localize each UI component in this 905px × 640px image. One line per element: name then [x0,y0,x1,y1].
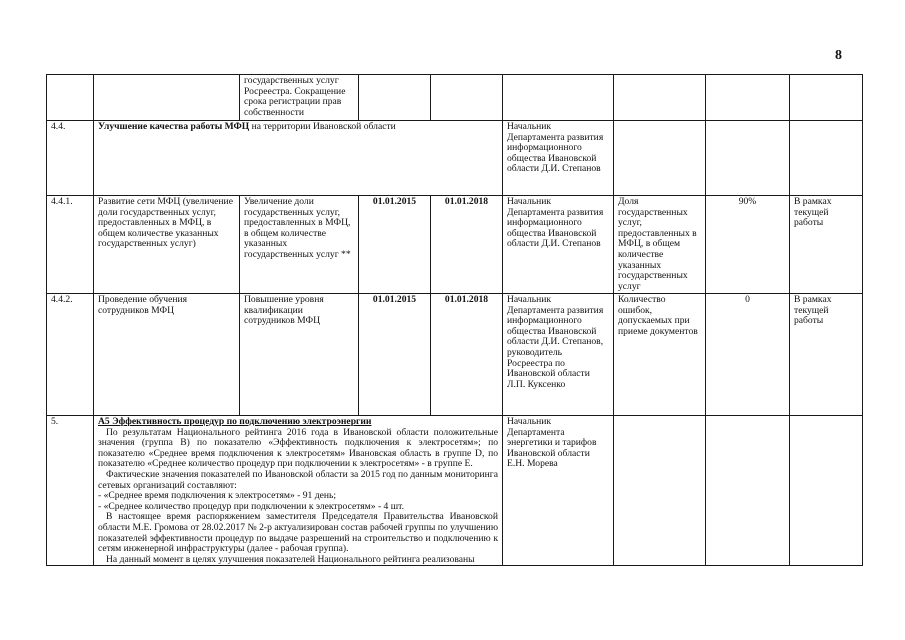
cell-start [359,75,431,121]
cell-indicator [614,121,706,196]
table-row-4-4-1 [47,196,863,294]
cell-indicator [614,416,706,566]
cell-funding: В рамках текущей работы [790,294,863,416]
cell-action: Проведение обучения сотрудников МФЦ [94,294,240,416]
cell-funding [790,121,863,196]
table-row-5 [47,416,863,566]
list-item: - «Среднее время подключения к электросетям» - 91 день; [98,490,337,502]
cell-result: Увеличение доли государственных услуг, предоставленных в МФЦ, в общем количестве указанных государственных услуг ** [240,196,359,294]
cell-num: 4.4. [47,121,94,196]
cell-end: 01.01.2018 [431,196,503,294]
cell-end [431,75,503,121]
cell-funding: В рамках текущей работы [790,196,863,294]
paragraph: Фактические значения показателей по Ивановской области за 2015 год по данным мониторинга сетевых организаций составляют: [98,468,498,491]
cell-responsible: Начальник Департамента развития информационного общества Ивановской области Д.И. Степанов, руководитель Росреестра по Ивановской области Л.П. Куксенко [503,294,614,416]
cell-responsible: Начальник Департамента развития информационного общества Ивановской области Д.И. Степанов [503,121,614,196]
table-row-4-4-2 [47,294,863,416]
list-item: - «Среднее количество процедур при подключении к электросетям» - 4 шт. [98,500,404,512]
cell-value: 0 [706,294,790,416]
paragraph: В настоящее время распоряжением заместителя Председателя Правительства Ивановской области М.Е. Громова от 28.02.2017 № 2-р актуализирован состав рабочей группы по улучшению показателей эффективности процедур по выдаче разрешений на строительство и подключению к сетям инженерной инфраструктуры (далее - рабочая группа). [98,511,498,555]
cell-indicator: Доля государственных услуг, предоставленных в МФЦ, в общем количестве указанных государственных услуг [614,196,706,294]
cell-section-text [94,416,503,566]
cell-value: 90% [706,196,790,294]
cell-value [706,121,790,196]
cell-funding [790,416,863,566]
table-row-4-4 [47,121,863,196]
cell-result: государственных услуг Росреестра. Сокращение срока регистрации прав собственности [240,75,359,121]
cell-value [706,416,790,566]
paragraph: На данный момент в целях улучшения показателей Национального рейтинга реализованы [106,553,475,565]
section-title-rest: на территории Ивановской области [249,121,396,132]
table-row-continued [47,75,863,121]
page-number: 8 [835,48,842,63]
cell-responsible [503,75,614,121]
cell-action: Развитие сети МФЦ (увеличение доли государственных услуг, предоставленных в МФЦ, в общем количестве указанных государственных услуг) [94,196,240,294]
cell-num [47,75,94,121]
cell-indicator [614,75,706,121]
section-title: А5 Эффективность процедур по подключению электроэнергии [98,416,372,427]
cell-end: 01.01.2018 [431,294,503,416]
cell-responsible: Начальник Департамента энергетики и тарифов Ивановской области Е.Н. Морева [503,416,614,566]
cell-responsible: Начальник Департамента развития информационного общества Ивановской области Д.И. Степанов [503,196,614,294]
section-title-bold: Улучшение качества работы МФЦ [98,121,250,132]
cell-start: 01.01.2015 [359,196,431,294]
cell-result: Повышение уровня квалификации сотрудников МФЦ [240,294,359,416]
paragraph: По результатам Национального рейтинга 2016 года в Ивановской области положительные значения (группа В) по показателю «Эффективность подключения к электросетям»; по показателю «Среднее время подключения к электросетям» Ивановская область в группе D, по показателю «Среднее количество процедур при подключении к электросетям» - в группе Е. [98,426,498,470]
action-plan-table [46,74,863,566]
cell-num: 5. [47,416,94,566]
cell-num: 4.4.2. [47,294,94,416]
cell-indicator: Количество ошибок, допускаемых при приеме документов [614,294,706,416]
cell-num: 4.4.1. [47,196,94,294]
cell-section-title [94,121,503,196]
cell-start: 01.01.2015 [359,294,431,416]
cell-action [94,75,240,121]
cell-value [706,75,790,121]
cell-funding [790,75,863,121]
